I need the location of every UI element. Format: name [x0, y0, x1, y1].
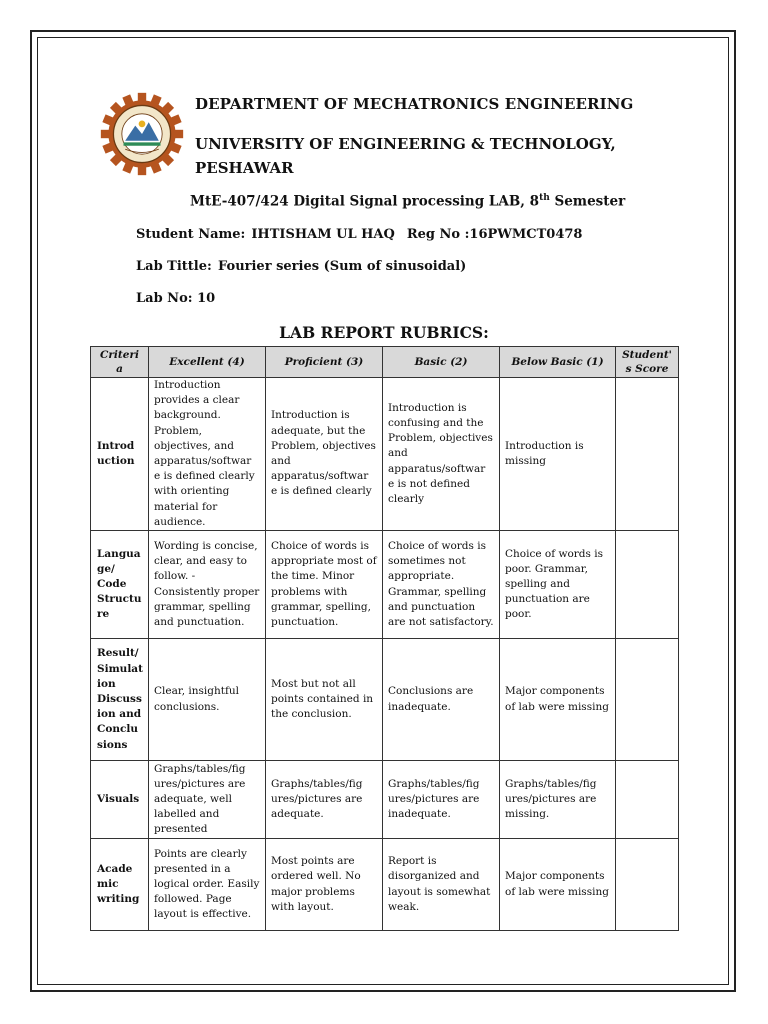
proficient-cell: Most but not all points contained in the conclusion. [266, 639, 383, 761]
university-line-1: UNIVERSITY OF ENGINEERING & TECHNOLOGY, [195, 135, 616, 153]
rubrics-heading: LAB REPORT RUBRICS: [279, 323, 489, 342]
basic-cell: Choice of words is sometimes not appropriate. Grammar, spelling and punctuation are not satisfactory. [383, 531, 500, 639]
excellent-cell: Introduction provides a clear background. Problem, objectives, and apparatus/softwar e is defined clearly with orienting material for audience. [149, 378, 266, 531]
university-line-2: PESHAWAR [195, 159, 294, 177]
proficient-cell: Graphs/tables/fig ures/pictures are adequate. [266, 761, 383, 839]
table-header-row [91, 347, 679, 378]
lab-title-line [136, 259, 466, 274]
reg-no-label: Reg No : [406, 227, 470, 242]
lab-number-label: Lab No: [136, 291, 193, 306]
excellent-cell: Wording is concise, clear, and easy to follow. - Consistently proper grammar, spelling and punctuation. [149, 531, 266, 639]
course-title [190, 193, 625, 210]
student-name-value: IHTISHAM UL HAQ [251, 227, 395, 242]
criterion-cell: Visuals [91, 761, 149, 839]
header-excellent: Excellent (4) [149, 347, 266, 378]
lab-number-line [136, 291, 215, 306]
table-row [91, 639, 679, 761]
score-cell[interactable] [616, 531, 679, 639]
below-basic-cell: Introduction is missing [500, 378, 616, 531]
proficient-cell: Most points are ordered well. No major problems with layout. [266, 839, 383, 931]
course-prefix: MtE-407/424 Digital Signal processing LAB, 8 [190, 193, 540, 210]
criterion-cell: Introd uction [91, 378, 149, 531]
table-row [91, 839, 679, 931]
table-row [91, 761, 679, 839]
header-student-score: Student' s Score [616, 347, 679, 378]
basic-cell: Conclusions are inadequate. [383, 639, 500, 761]
score-cell[interactable] [616, 761, 679, 839]
department-name: DEPARTMENT OF MECHATRONICS ENGINEERING [195, 95, 634, 113]
basic-cell: Graphs/tables/fig ures/pictures are inadequate. [383, 761, 500, 839]
reg-no-value: 16PWMCT0478 [469, 227, 583, 242]
rubrics-table [90, 346, 679, 931]
header-below-basic: Below Basic (1) [500, 347, 616, 378]
lab-number-value: 10 [197, 291, 216, 306]
criterion-cell: Acade mic writing [91, 839, 149, 931]
course-suffix: Semester [549, 193, 626, 210]
course-sup: th [539, 193, 550, 203]
header-basic: Basic (2) [383, 347, 500, 378]
proficient-cell: Choice of words is appropriate most of the time. Minor problems with grammar, spelling, punctuation. [266, 531, 383, 639]
header-proficient: Proficient (3) [266, 347, 383, 378]
student-name-label: Student Name: [136, 227, 246, 242]
below-basic-cell: Major components of lab were missing [500, 839, 616, 931]
proficient-cell: Introduction is adequate, but the Problem, objectives and apparatus/softwar e is defined clearly [266, 378, 383, 531]
score-cell[interactable] [616, 378, 679, 531]
table-row [91, 531, 679, 639]
score-cell[interactable] [616, 839, 679, 931]
header-criteria: Criteri a [91, 347, 149, 378]
lab-title-label: Lab Tittle: [136, 259, 212, 274]
excellent-cell: Clear, insightful conclusions. [149, 639, 266, 761]
excellent-cell: Graphs/tables/fig ures/pictures are adequate, well labelled and presented [149, 761, 266, 839]
student-info [136, 227, 582, 242]
below-basic-cell: Choice of words is poor. Grammar, spelling and punctuation are poor. [500, 531, 616, 639]
below-basic-cell: Graphs/tables/fig ures/pictures are missing. [500, 761, 616, 839]
criterion-cell: Result/ Simulat ion Discuss ion and Conclu sions [91, 639, 149, 761]
below-basic-cell: Major components of lab were missing [500, 639, 616, 761]
basic-cell: Report is disorganized and layout is somewhat weak. [383, 839, 500, 931]
lab-title-value: Fourier series (Sum of sinusoidal) [218, 259, 467, 274]
university-name [195, 132, 616, 180]
score-cell[interactable] [616, 639, 679, 761]
table-row [91, 378, 679, 531]
basic-cell: Introduction is confusing and the Problem, objectives and apparatus/softwar e is not defined clearly [383, 378, 500, 531]
criterion-cell: Langua ge/ Code Structu re [91, 531, 149, 639]
university-logo [100, 92, 184, 176]
excellent-cell: Points are clearly presented in a logical order. Easily followed. Page layout is effective. [149, 839, 266, 931]
